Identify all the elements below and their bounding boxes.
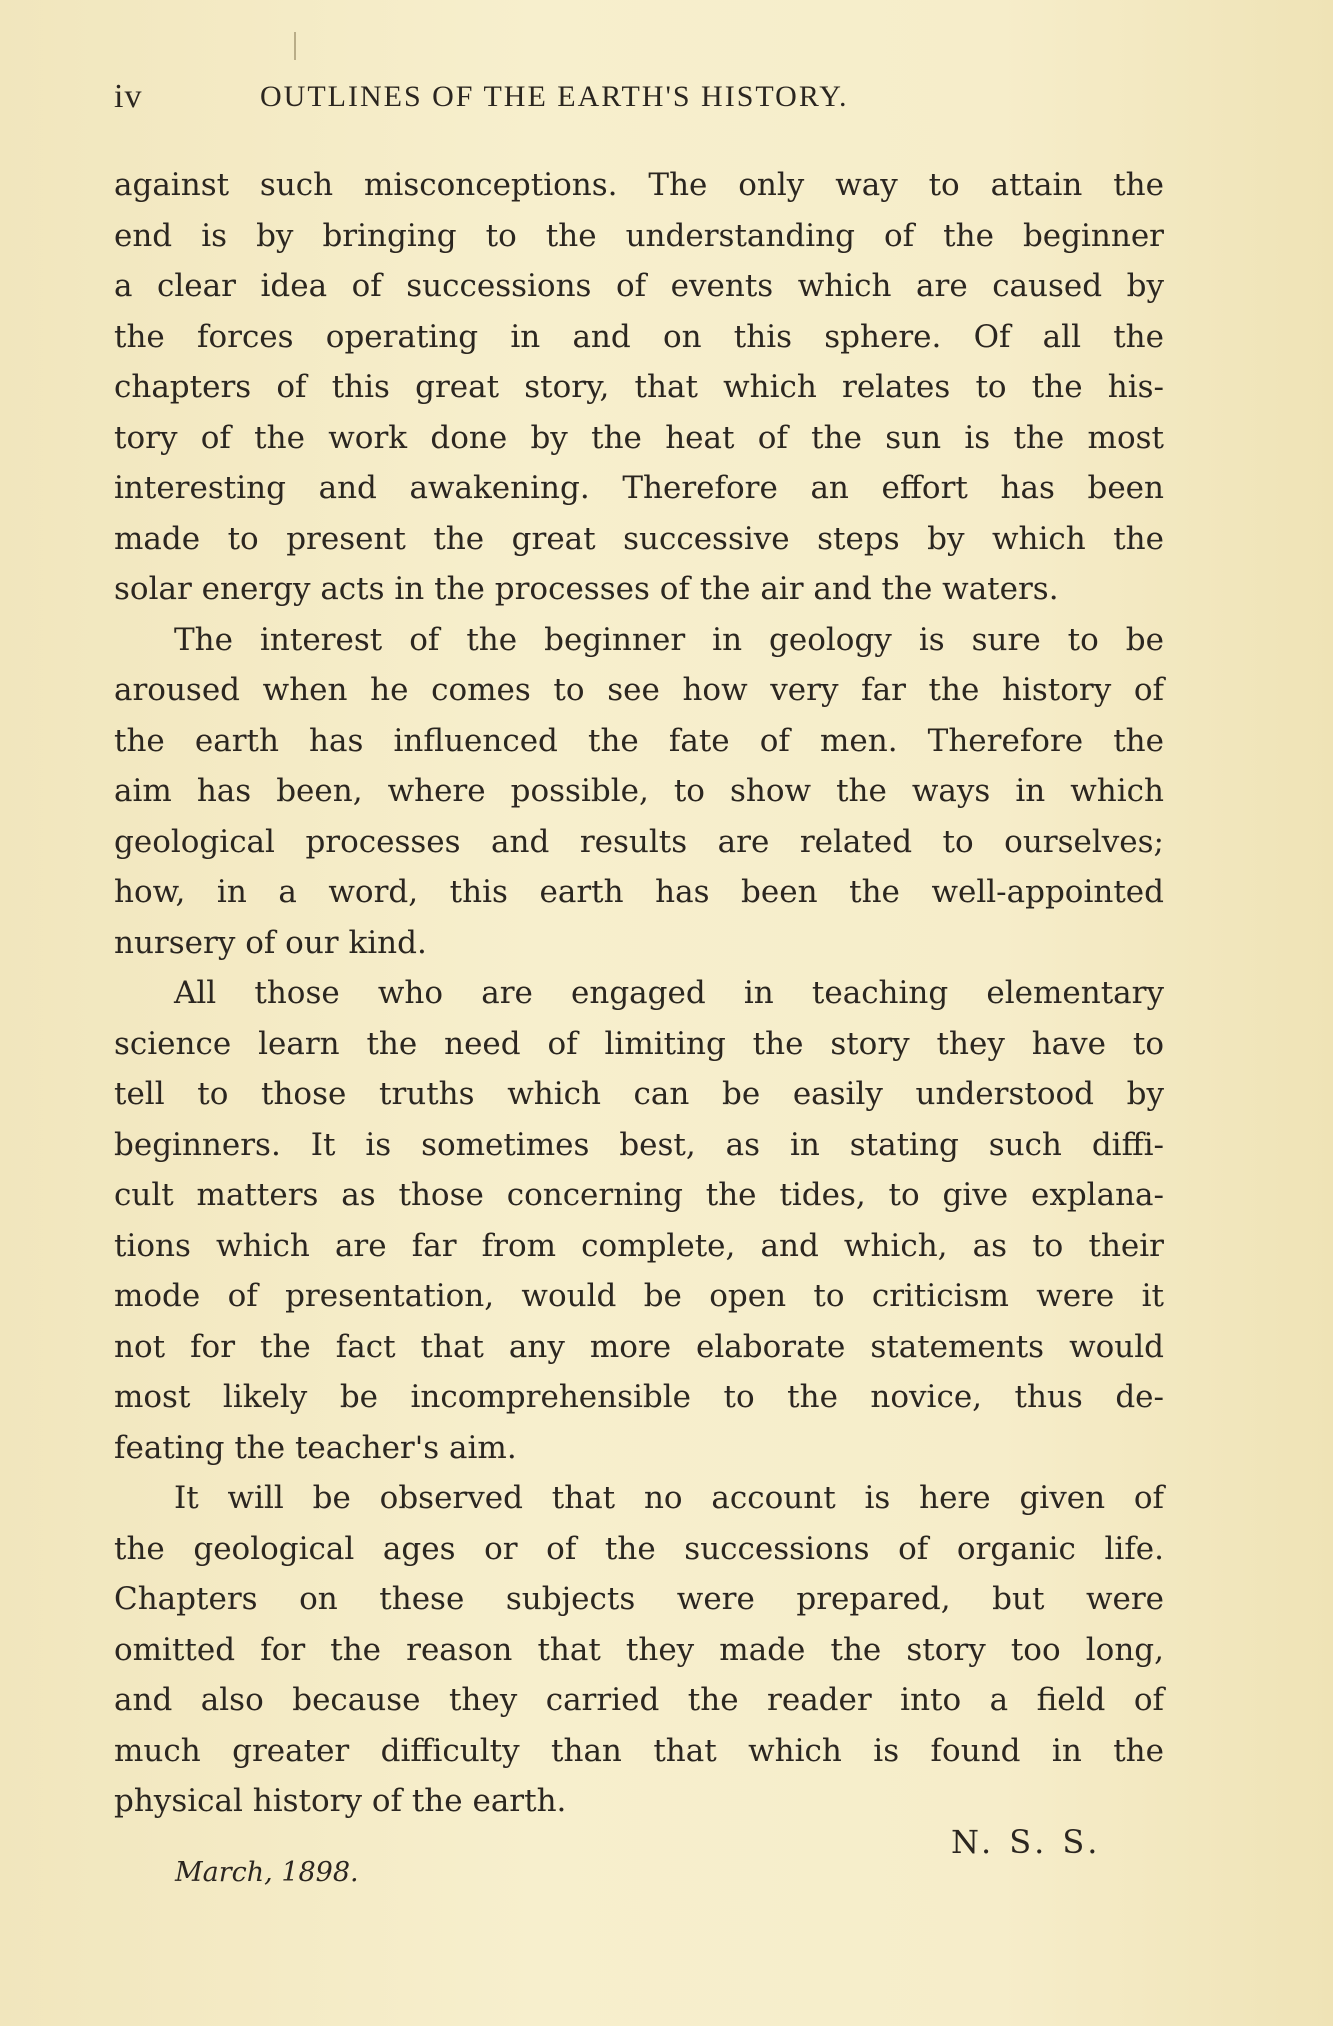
text-line: mode of presentation, would be open to criticism were it [114,1278,1164,1314]
running-title: OUTLINES OF THE EARTH'S HISTORY. [260,80,849,113]
text-line: science learn the need of limiting the story they have to [114,1025,1164,1062]
page-number: iv [114,78,143,115]
text-line: beginners. It is sometimes best, as in stating such diffi- [114,1126,1164,1163]
text-line: aim has been, where possible, to show the ways in which [114,773,1164,809]
text-line: most likely be incomprehensible to the novice, thus de- [114,1379,1164,1415]
gutter-mark [294,32,296,60]
text-line: tory of the work done by the heat of the sun is the most [114,419,1164,456]
text-line: against such misconceptions. The only way to attain the [114,167,1164,203]
text-line: nursery of our kind. [114,924,427,961]
text-line: and also because they carried the reader into a field of [114,1682,1164,1718]
text-line: the earth has influenced the fate of men. Therefore the [114,722,1164,759]
text-line: chapters of this great story, that which relates to the his- [114,369,1164,405]
text-line: interesting and awakening. Therefore an effort has been [114,470,1164,506]
text-line: Chapters on these subjects were prepared, but were [114,1581,1164,1617]
text-line: aroused when he comes to see how very far the history of [114,672,1164,708]
text-line: tions which are far from complete, and which, as to their [114,1227,1164,1264]
text-line: geological processes and results are related to ourselves; [114,823,1164,860]
author-initials: N. S. S. [951,1823,1102,1861]
text-line: The interest of the beginner in geology is sure to be [174,621,1164,658]
text-line: a clear idea of successions of events which are caused by [114,268,1164,304]
body-text [114,160,1164,1827]
text-line: omitted for the reason that they made the story too long, [114,1631,1164,1668]
text-line: It will be observed that no account is here given of [174,1480,1164,1516]
text-line: made to present the great successive steps by which the [114,520,1164,557]
text-line: much greater difficulty than that which is found in the [114,1732,1164,1769]
text-line: physical history of the earth. [114,1783,567,1819]
text-line: solar energy acts in the processes of the air and the waters. [114,571,1059,607]
text-line: the forces operating in and on this sphere. Of all the [114,318,1164,355]
text-line: the geological ages or of the successions of organic life. [114,1530,1164,1567]
text-line: end is by bringing to the understanding of the beginner [114,217,1164,254]
text-line: feating the teacher's aim. [114,1429,517,1466]
text-line: how, in a word, this earth has been the well-appointed [114,874,1164,910]
dateline: March, 1898. [175,1857,359,1888]
text-line: All those who are engaged in teaching elementary [174,975,1164,1011]
text-line: not for the fact that any more elaborate statements would [114,1328,1164,1365]
text-line: tell to those truths which can be easily understood by [114,1076,1164,1112]
text-line: cult matters as those concerning the tides, to give explana- [114,1177,1164,1213]
page-header [114,78,1180,118]
